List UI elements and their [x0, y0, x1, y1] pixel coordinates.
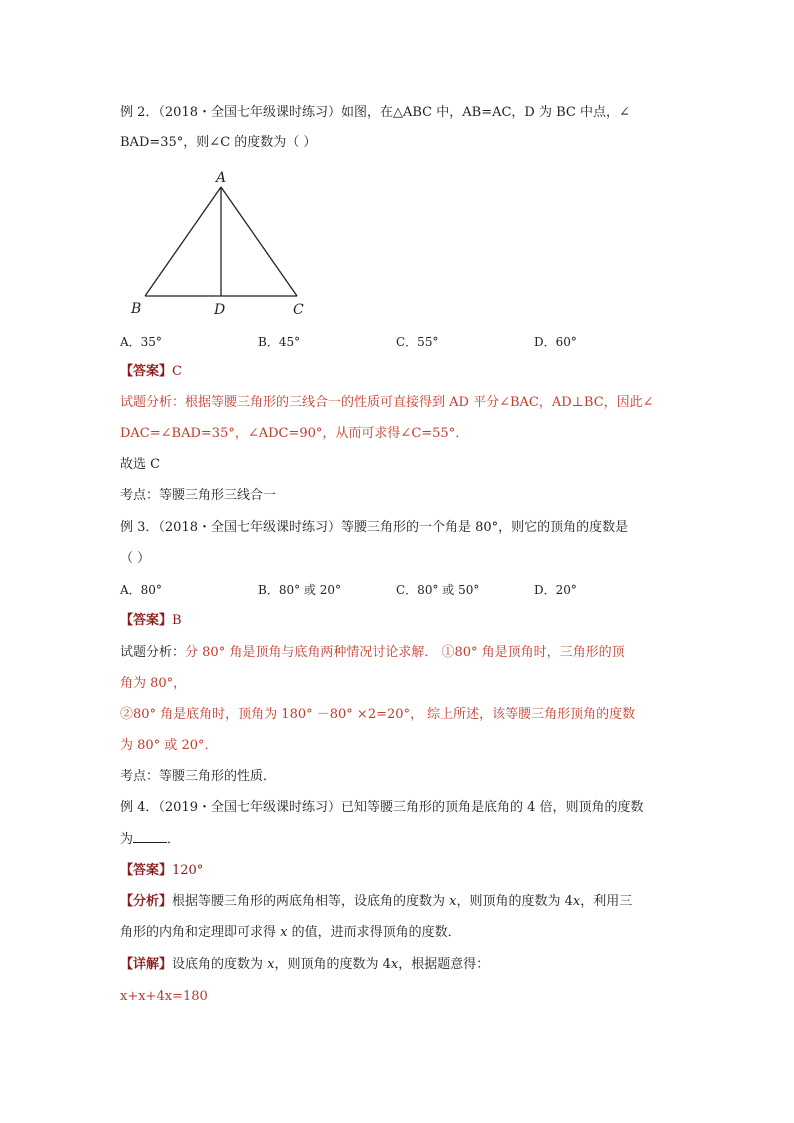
variable: x — [449, 894, 457, 909]
answer-value: B — [172, 613, 182, 628]
vertex-label-a: A — [216, 170, 227, 186]
ex2-option-a: A．35° — [120, 335, 162, 349]
variable: x — [267, 957, 275, 972]
ex4-fenxi-line2 — [120, 924, 461, 942]
variable: x — [390, 957, 399, 972]
fenxi-tag: 【分析】 — [120, 894, 173, 909]
text: ，则顶角的度数为 4 — [274, 957, 391, 972]
ex2-question-line2: BAD=35°，则∠C 的度数为（ ） — [120, 135, 317, 150]
text: 为 — [120, 832, 134, 847]
ex4-answer — [120, 862, 203, 880]
ex4-question-line2 — [120, 830, 180, 849]
ex2-choose: 故选 C — [120, 457, 161, 472]
ex3-answer — [120, 612, 182, 630]
answer-tag: 【答案】 — [120, 863, 173, 878]
ex3-analysis-line1 — [120, 644, 625, 662]
analysis-prefix: 试题分析： — [120, 645, 186, 660]
analysis-text: 试题分析：根据等腰三角形的三线合一的性质可直接得到 AD 平分∠BAC，AD⊥BC，因此∠ — [120, 395, 654, 410]
analysis-text: DAC=∠BAD=35°，∠ADC=90°，从而可求得∠C=55°． — [120, 426, 469, 441]
ex4-question-line1: 例 4．（2019・全国七年级课时练习）已知等腰三角形的顶角是底角的 4 倍，则顶角的度数 — [120, 800, 644, 815]
text: 角形的内角和定理即可求得 — [120, 925, 281, 940]
ex3-question-line2: （ ） — [120, 551, 151, 566]
ex2-answer — [120, 363, 182, 381]
ex3-analysis-line2 — [120, 675, 186, 693]
ex2-kaodian: 考点：等腰三角形三线合一 — [120, 488, 277, 503]
text: 设底角的度数为 — [172, 957, 268, 972]
answer-tag: 【答案】 — [120, 364, 173, 379]
answer-value: 120° — [172, 863, 204, 878]
triangle-figure — [125, 165, 325, 325]
analysis-text: 分 80° 角是顶角与底角两种情况讨论求解． ①80° 角是顶角时，三角形的顶 — [185, 645, 625, 660]
analysis-text: ②80° 角是底角时，顶角为 180° －80° ×2=20°， 综上所述，该等腰三角形顶角的度数 — [120, 707, 636, 722]
ex2-analysis-line1 — [120, 394, 654, 412]
ex2-question-line1: 例 2．（2018・全国七年级课时练习）如图，在△ABC 中，AB=AC，D 为 BC 中点，∠ — [120, 105, 630, 120]
answer-value: C — [172, 364, 182, 379]
text: ，根据题意得： — [398, 957, 490, 972]
ex4-xiangjie — [120, 956, 489, 974]
ex3-kaodian: 考点：等腰三角形的性质． — [120, 769, 277, 784]
ex3-option-a: A．80° — [120, 583, 162, 597]
ex3-analysis-line4 — [120, 737, 217, 755]
text: ，利用三 — [580, 894, 633, 909]
ex2-option-c: C．55° — [396, 335, 439, 349]
ex3-analysis-line3 — [120, 706, 635, 724]
variable: x — [572, 894, 581, 909]
text: 的值，进而求得顶角的度数． — [287, 925, 461, 940]
point-label-d: D — [214, 302, 226, 318]
text: 根据等腰三角形的两底角相等，设底角的度数为 — [172, 894, 450, 909]
vertex-label-b: B — [131, 301, 142, 317]
ex3-option-d: D．20° — [534, 583, 577, 597]
variable: x — [280, 925, 288, 940]
xiangjie-tag: 【详解】 — [120, 957, 173, 972]
analysis-text: 为 80° 或 20°． — [120, 738, 218, 753]
analysis-text: 角为 80°， — [120, 676, 187, 691]
ex2-option-d: D．60° — [534, 335, 577, 349]
ex4-equation — [120, 988, 208, 1006]
text: ． — [167, 832, 181, 847]
ex2-analysis-line2 — [120, 425, 468, 443]
ex3-option-c: C．80° 或 50° — [396, 583, 480, 597]
answer-blank — [133, 830, 167, 843]
ex3-question-line1: 例 3．（2018・全国七年级课时练习）等腰三角形的一个角是 80°，则它的顶角的度数是 — [120, 520, 629, 535]
text: ，则顶角的度数为 4 — [456, 894, 573, 909]
vertex-label-c: C — [293, 302, 304, 318]
ex3-option-b: B．80° 或 20° — [258, 583, 341, 597]
equation-text: x+x+4x=180 — [120, 989, 208, 1004]
answer-tag: 【答案】 — [120, 613, 173, 628]
ex2-option-b: B．45° — [258, 335, 301, 349]
ex4-fenxi-line1 — [120, 893, 632, 911]
